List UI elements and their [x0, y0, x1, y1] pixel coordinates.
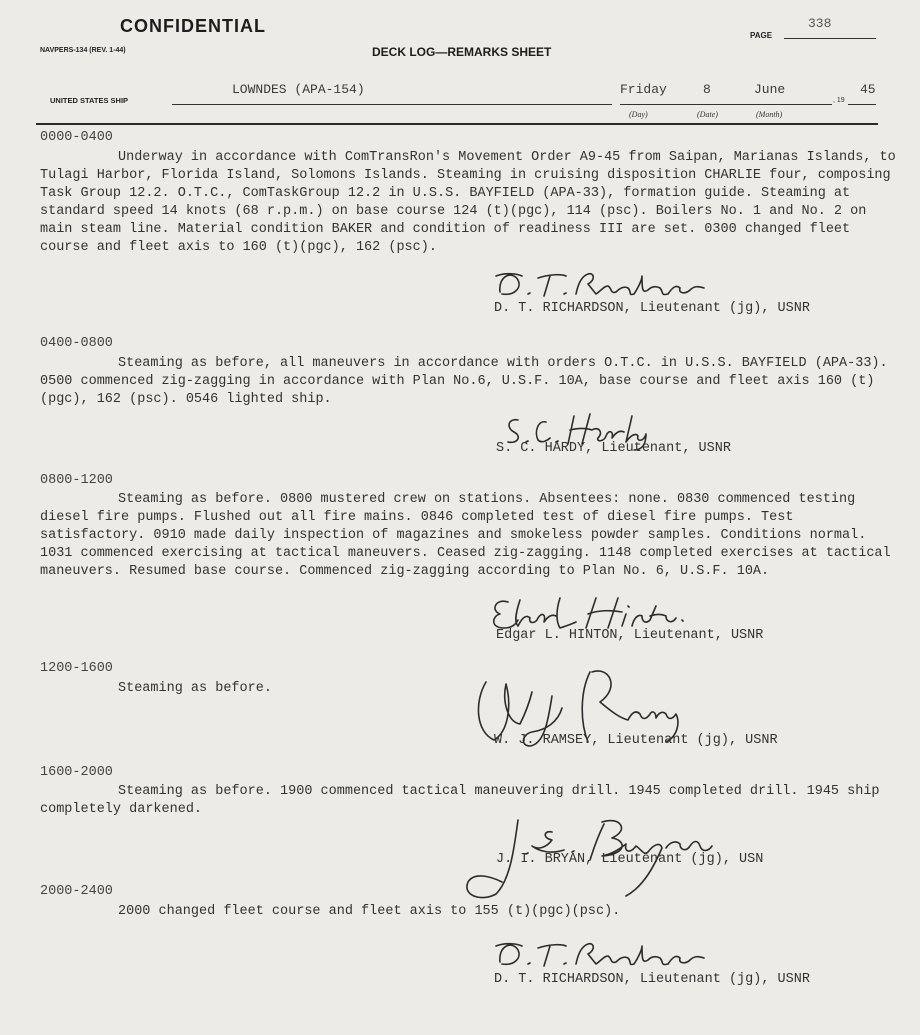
signature-richardson	[492, 934, 712, 974]
header-rule	[36, 123, 878, 125]
log-entry-text: Steaming as before.	[118, 681, 272, 696]
ship-name: LOWNDES (APA-154)	[232, 82, 365, 97]
month-caption: (Month)	[756, 110, 783, 119]
log-entry-text: Steaming as before. 0800 mustered crew on stations. Absentees: none. 0830 commenced testing diesel fire pumps. Flushed out all fire mains. 0846 completed test of diesel fire pumps. Test satisfactory. 0910 made daily inspection of magazines and smokeless powder samples. Conditions normal. 1031 commenced exercising at tactical maneuvers. Ceased zig-zagging. 1148 completed exercises at tactical maneuvers. Resumed base course. Commenced zig-zagging according to Plan No. 6, U.S.F. 10A.	[40, 492, 891, 579]
day-caption: (Day)	[629, 110, 648, 119]
signatory-name: W. J. RAMSEY, Lieutenant (jg), USNR	[494, 733, 778, 748]
signature-richardson	[492, 264, 712, 304]
ship-label: UNITED STATES SHIP	[50, 96, 129, 105]
log-month: June	[754, 82, 786, 97]
watch-label: 2000-2400	[40, 884, 113, 899]
ship-name-line	[172, 104, 612, 105]
signatory-name: D. T. RICHARDSON, Lieutenant (jg), USNR	[494, 972, 810, 987]
watch-label: 0400-0800	[40, 336, 113, 351]
signatory-name: S. C. HARDY, Lieutenant, USNR	[496, 441, 731, 456]
year-prefix: , 19	[833, 97, 845, 104]
form-number: NAVPERS-134 (REV. 1-44)	[40, 47, 126, 54]
signatory-name: D. T. RICHARDSON, Lieutenant (jg), USNR	[494, 301, 810, 316]
log-entry-text: 2000 changed fleet course and fleet axis to 155 (t)(pgc)(psc).	[118, 904, 621, 919]
page-number: 338	[808, 16, 832, 31]
log-entry-text: Steaming as before. 1900 commenced tactical maneuvering drill. 1945 completed drill. 1945 ship completely darkened.	[40, 784, 880, 817]
page-number-line	[784, 38, 876, 39]
log-entry-text: Underway in accordance with ComTransRon's Movement Order A9-45 from Saipan, Marianas Islands, to Tulagi Harbor, Florida Island, Solomons Islands. Steaming in cruising disposition CHARLIE four, composing Task Group 12.2. O.T.C., ComTaskGroup 12.2 in U.S.S. BAYFIELD (APA-33), formation guide. Steaming at standard speed 14 knots (68 r.p.m.) on base course 124 (t)(pgc), 114 (psc). Boilers No. 1 and No. 2 on main steam line. Material condition BAKER and condition of readiness III are set. 0300 changed fleet course and fleet axis to 160 (t)(pgc), 162 (psc).	[40, 150, 896, 255]
date-caption: (Date)	[697, 110, 718, 119]
log-day: Friday	[620, 82, 667, 97]
sheet-title: DECK LOG—REMARKS SHEET	[372, 45, 552, 59]
classification-stamp: CONFIDENTIAL	[120, 16, 266, 36]
signatory-name: J. I. BRYAN, Lieutenant (jg), USN	[496, 852, 764, 867]
log-entry-text: Steaming as before, all maneuvers in accordance with orders O.T.C. in U.S.S. BAYFIELD (APA-33). 0500 commenced zig-zagging in accordance with Plan No.6, U.S.F. 10A, base course and fleet axis 160 (t)(pgc), 162 (psc). 0546 lighted ship.	[40, 356, 888, 407]
watch-label: 0000-0400	[40, 130, 113, 145]
log-date: 8	[703, 82, 711, 97]
page-label: PAGE	[750, 31, 773, 40]
log-year: 45	[860, 82, 876, 97]
watch-label: 1200-1600	[40, 661, 113, 676]
date-line	[620, 104, 832, 105]
signatory-name: Edgar L. HINTON, Lieutenant, USNR	[496, 628, 764, 643]
year-line	[848, 104, 876, 105]
watch-label: 1600-2000	[40, 765, 113, 780]
watch-label: 0800-1200	[40, 473, 113, 488]
